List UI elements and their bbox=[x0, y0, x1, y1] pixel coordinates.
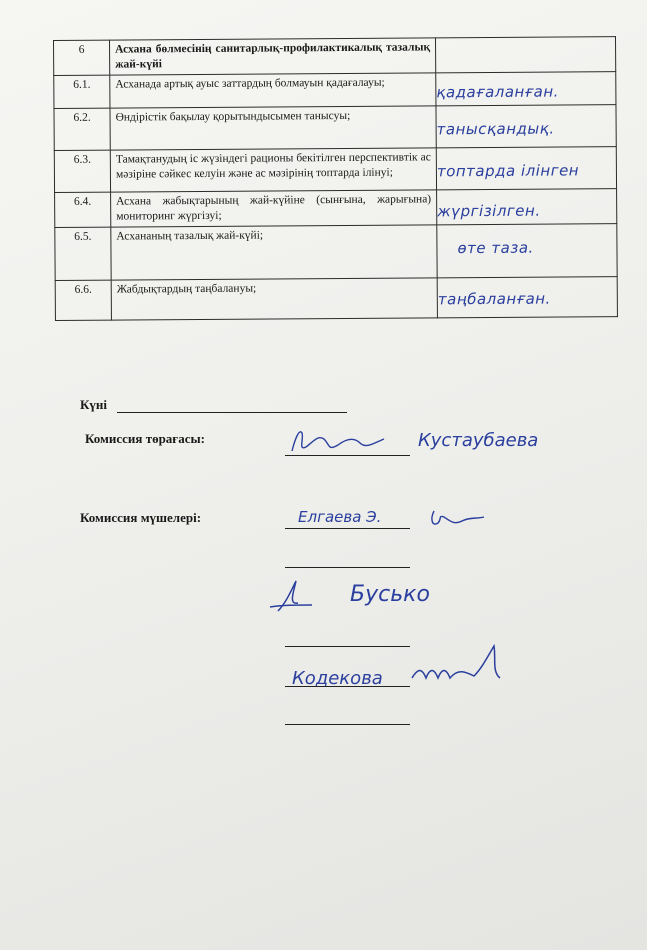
member1-signature bbox=[428, 505, 488, 539]
table-row bbox=[54, 71, 616, 108]
table-row bbox=[55, 223, 617, 280]
row-number: 6 bbox=[54, 40, 110, 75]
row-description: Асхана жабықтарының жай-күйіне (сынғына, жарығына) мониторинг жүргізуі; bbox=[111, 190, 437, 227]
handwritten-note: таңбаланған. bbox=[437, 289, 551, 309]
row-handwritten-note-cell bbox=[437, 276, 617, 317]
row-description: Асханада артық ауыс заттардың болмауын қадағалауы; bbox=[110, 73, 436, 108]
member2-signature bbox=[268, 575, 328, 619]
member1-line bbox=[285, 528, 410, 529]
row-number: 6.5. bbox=[55, 227, 111, 280]
row-handwritten-note-cell bbox=[436, 71, 616, 105]
row-handwritten-note-cell bbox=[435, 37, 615, 73]
member3-line bbox=[285, 686, 410, 687]
table-section-header bbox=[54, 37, 616, 76]
row-handwritten-note-cell bbox=[436, 146, 616, 189]
handwritten-note: жүргізілген. bbox=[437, 201, 541, 221]
row-number: 6.4. bbox=[55, 192, 111, 227]
row-handwritten-note-cell bbox=[437, 223, 617, 277]
members-label: Комиссия мүшелері: bbox=[80, 510, 202, 525]
member4-line bbox=[285, 724, 410, 725]
row-handwritten-note-cell bbox=[436, 104, 616, 147]
date-label: Күні bbox=[80, 397, 108, 412]
row-description: Асхана бөлмесінің санитарлық-профилактикалық тазалық жай-күйі bbox=[110, 38, 436, 75]
row-description: Асхананың тазалық жай-күйі; bbox=[111, 225, 437, 280]
row-number: 6.1. bbox=[54, 75, 110, 108]
handwritten-note: қадағаланған. bbox=[436, 82, 559, 102]
member1-name: Елгаева Э. bbox=[298, 508, 382, 526]
row-number: 6.3. bbox=[54, 150, 110, 192]
row-number: 6.6. bbox=[55, 280, 111, 320]
table-row bbox=[54, 146, 616, 192]
handwritten-note: өте таза. bbox=[457, 238, 534, 258]
row-number: 6.2. bbox=[54, 108, 110, 150]
table-row bbox=[55, 276, 617, 320]
table-row bbox=[54, 104, 616, 150]
row-description: Жабдықтардың таңбалануы; bbox=[111, 278, 437, 320]
member2-line-upper bbox=[285, 567, 410, 568]
row-handwritten-note-cell bbox=[437, 188, 617, 224]
member3-signature bbox=[408, 638, 508, 692]
table-row bbox=[55, 188, 617, 227]
member2-line-lower bbox=[285, 646, 410, 647]
row-description: Тамақтанудың іс жүзіндегі рационы бекітілген перспективтік ас мәзіріне сәйкес келуін және ас мәзірінің топтарда ілінуі; bbox=[110, 148, 436, 192]
inspection-table bbox=[53, 36, 618, 321]
chair-name: Кустаубаева bbox=[418, 430, 539, 451]
handwritten-note: топтарда ілінген bbox=[436, 161, 580, 181]
member3-name: Кодекова bbox=[292, 668, 383, 689]
chair-signature bbox=[288, 425, 398, 461]
row-description: Өндірістік бақылау қорытындысымен танысуы; bbox=[110, 106, 436, 150]
handwritten-note: танысқандық. bbox=[436, 119, 555, 139]
date-line bbox=[117, 412, 347, 413]
chair-label: Комиссия төрағасы: bbox=[85, 431, 205, 446]
member2-name: Бусько bbox=[350, 582, 430, 607]
